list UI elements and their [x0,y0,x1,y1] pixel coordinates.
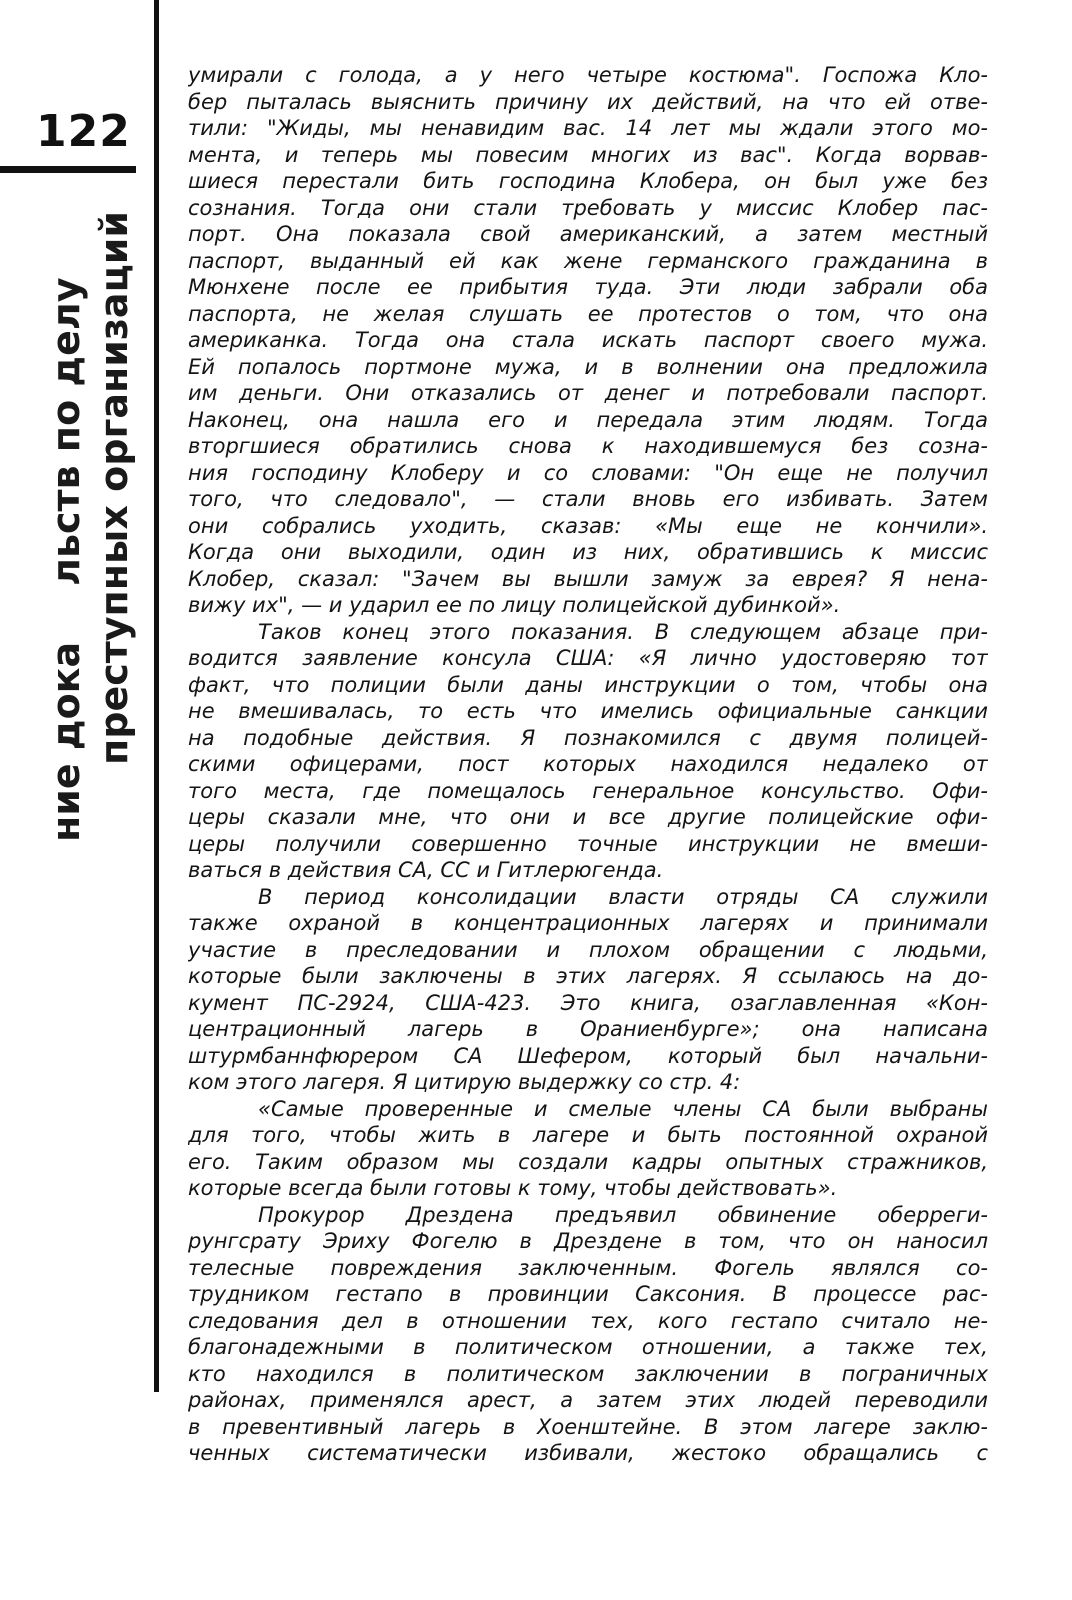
text-line: телесные повреждения заключенным. Фогель являлся со- [188,1255,988,1280]
text-line: факт, что полиции были даны инструкции о том, чтобы она [188,672,988,697]
text-line: Когда они выходили, один из них, обратившись к миссис [188,540,988,564]
text-line: Ей попалось портмоне мужа, и в волнении она предложила [188,354,988,379]
text-line: следования дел в отношении тех, кого гестапо считало не- [188,1308,988,1333]
text-line: церы сказали мне, что они и все другие полицейские офи- [188,805,988,829]
text-line: не вмешивалась, то есть что имелись официальные санкции [188,699,988,723]
running-head-line-2: преступных организаций [92,211,136,765]
text-line: рунгсрату Эриху Фогелю в Дрездене в том, что он наносил [188,1229,988,1253]
body-text [188,62,988,1467]
paragraph-first-line: Таков конец этого показания. В следующем абзаце при- [258,619,988,644]
text-line: ком этого лагеря. Я цитирую выдержку со стр. 4: [188,1070,741,1094]
text-line: ченных систематически избивали, жестоко обращались с [188,1441,988,1465]
text-line: скими офицерами, пост которых находился недалеко от [188,752,988,776]
text-line: паспорт, выданный ей как жене германского гражданина в [188,248,988,273]
text-line: они собрались уходить, сказав: «Мы еще не кончили». [188,513,988,538]
text-line: кумент ПС-2924, США-423. Это книга, озаглавленная «Кон- [188,990,988,1015]
text-line: ния господину Клоберу и со словами: "Он еще не получил [188,460,988,485]
text-line: умирали с голода, а у него четыре костюма". Госпожа Кло- [188,63,988,87]
text-line: сознания. Тогда они стали требовать у миссис Клобер пас- [188,195,988,220]
page-number-rule [0,166,136,173]
text-line: Наконец, она нашла его и передала этим людям. Тогда [188,407,988,432]
text-line: вторгшиеся обратились снова к находившемуся без созна- [188,434,988,458]
text-line: шиеся перестали бить господина Клобера, он был уже без [188,169,988,193]
text-line: бер пыталась выяснить причину их действий, на что ей отве- [188,89,988,114]
margin-vertical-rule [154,0,159,1392]
paragraph-first-line: В период консолидации власти отряды СА служили [258,884,988,909]
text-line: водится заявление консула США: «Я лично удостоверяю тот [188,646,988,670]
page-number: 122 [36,106,131,157]
text-line: штурмбаннфюрером СА Шефером, который был начальни- [188,1043,988,1068]
text-line: церы получили совершенно точные инструкции не вмеши- [188,831,988,856]
running-head-line-1 [44,278,88,842]
text-line: Клобер, сказал: "Зачем вы вышли замуж за еврея? Я нена- [188,566,988,591]
text-line: Мюнхене после ее прибытия туда. Эти люди забрали оба [188,275,988,299]
running-head-fragment-2: льств по делу [44,277,88,586]
text-line: участие в преследовании и плохом обращении с людьми, [188,937,988,962]
text-line: которые были заключены в этих лагерях. Я ссылаюсь на до- [188,964,988,988]
text-line: для того, чтобы жить в лагере и быть постоянной охраной [188,1123,988,1147]
text-line: его. Таким образом мы создали кадры опытных стражников, [188,1149,988,1174]
text-line: тили: "Жиды, мы ненавидим вас. 14 лет мы ждали этого мо- [188,116,988,140]
text-line: мента, и теперь мы повесим многих из вас". Когда ворвав- [188,142,988,167]
text-line: также охраной в концентрационных лагерях и принимали [188,911,988,935]
text-line: американка. Тогда она стала искать паспорт своего мужа. [188,328,988,352]
text-line: в превентивный лагерь в Хоенштейне. В этом лагере заклю- [188,1414,988,1439]
text-line: того места, где помещалось генеральное консульство. Офи- [188,778,988,803]
text-line: центрационный лагерь в Ораниенбурге»; она написана [188,1017,988,1041]
text-line: районах, применялся арест, а затем этих людей переводили [188,1388,988,1412]
running-head-fragment-1: ние дока [44,641,88,842]
text-line: благонадежными в политическом отношении, а также тех, [188,1335,988,1359]
paragraph-first-line: «Самые проверенные и смелые члены СА были выбраны [258,1096,988,1121]
text-line: того, что следовало", — стали вновь его избивать. Затем [188,487,988,511]
text-line: паспорта, не желая слушать ее протестов о том, что она [188,301,988,326]
text-line: которые всегда были готовы к тому, чтобы действовать». [188,1176,838,1200]
text-line: вижу их", — и ударил ее по лицу полицейской дубинкой». [188,593,841,617]
text-line: им деньги. Они отказались от денег и потребовали паспорт. [188,381,988,405]
paragraph-first-line: Прокурор Дрездена предъявил обвинение оберреги- [258,1202,988,1227]
text-line: трудником гестапо в провинции Саксония. В процессе рас- [188,1282,988,1306]
text-line: порт. Она показала свой американский, а затем местный [188,222,988,246]
text-line: кто находился в политическом заключении в пограничных [188,1361,988,1386]
text-line: на подобные действия. Я познакомился с двумя полицей- [188,725,988,750]
text-line: ваться в действия СА, СС и Гитлерюгенда. [188,858,664,882]
